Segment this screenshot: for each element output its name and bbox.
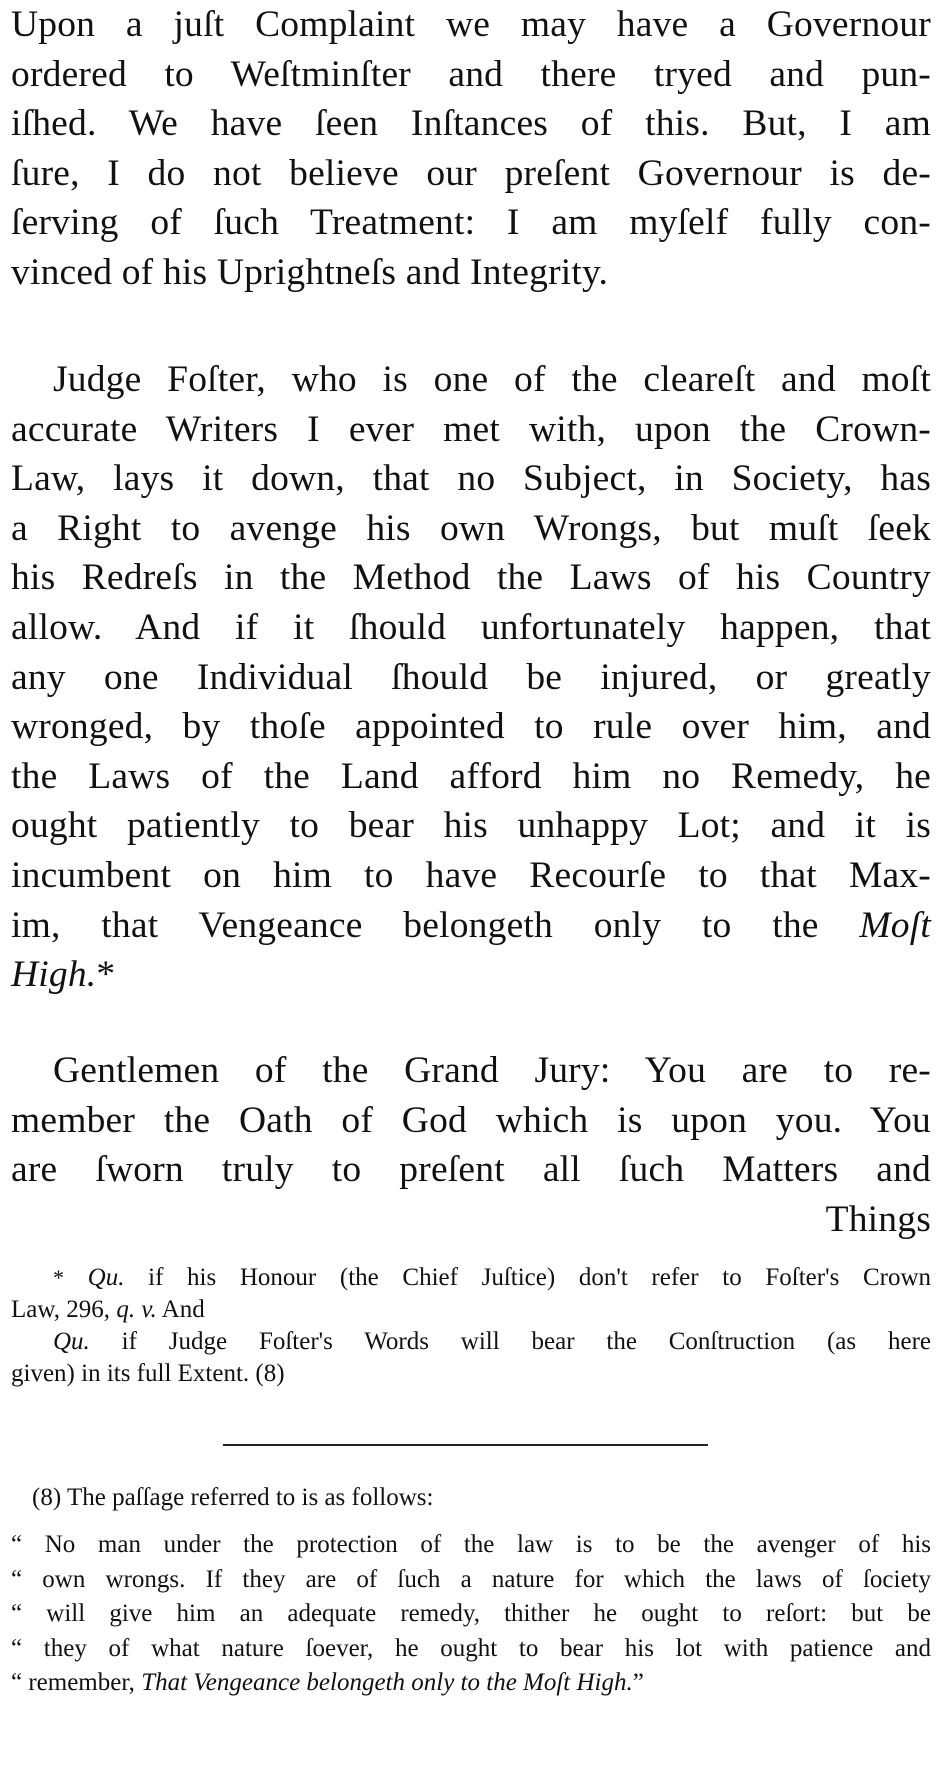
text-line: incumbent on him to have Recourſe to that Max- bbox=[11, 854, 931, 896]
text-segment: im, that Vengeance belongeth only to the bbox=[11, 904, 819, 946]
text-line: ſure, I do not believe our preſent Governour is de- bbox=[11, 152, 931, 194]
text-line: any one Individual ſhould be injured, or greatly bbox=[11, 656, 931, 698]
footnote-divider bbox=[223, 1444, 708, 1446]
text-line bbox=[11, 950, 931, 1000]
footnote-8-block bbox=[11, 1482, 931, 1701]
text-line: Gentlemen of the Grand Jury: You are to re- bbox=[53, 1050, 931, 1091]
text-line: allow. And if it ſhould unfortunately happen, that bbox=[11, 606, 931, 648]
paragraph-grand-jury bbox=[11, 1046, 931, 1244]
text-line: ſerving of ſuch Treatment: I am myſelf fully con- bbox=[11, 202, 931, 244]
text-line: Judge Foſter, who is one of the cleareſt and moſt bbox=[53, 359, 931, 400]
text-segment: ” bbox=[632, 1669, 644, 1696]
text-line: a Right to avenge his own Wrongs, but muſt ſeek bbox=[11, 507, 931, 549]
text-line: vinced of his Uprightneſs and Integrity. bbox=[11, 251, 609, 293]
text-line: his Redreſs in the Method the Laws of his Country bbox=[11, 557, 931, 599]
paragraph-judge-foster bbox=[11, 355, 931, 1000]
text-line: member the Oath of God which is upon you. You bbox=[11, 1099, 931, 1141]
italic-word: v. bbox=[141, 1296, 157, 1323]
text-segment: And bbox=[156, 1296, 205, 1323]
text-line: accurate Writers I ever met with, upon the Crown- bbox=[11, 408, 931, 450]
text-segment: “ remember, bbox=[11, 1669, 142, 1696]
footnote-heading: (8) The paſſage referred to is as follows: bbox=[32, 1484, 434, 1511]
text-segment: if his Honour (the Chief Juſtice) don't refer to Foſter's Crown bbox=[124, 1264, 932, 1291]
text-line: the Laws of the Land afford him no Remedy, he bbox=[11, 755, 931, 797]
text-line: Law, lays it down, that no Subject, in Society, has bbox=[11, 458, 931, 500]
text-line: wronged, by thoſe appointed to rule over him, and bbox=[11, 706, 931, 748]
text-line: ordered to Weſtminſter and there tryed and pun- bbox=[11, 53, 931, 95]
footnote-marker: * bbox=[53, 1265, 64, 1290]
italic-word: Moſt bbox=[859, 904, 931, 946]
italic-word: q. bbox=[116, 1296, 136, 1323]
quote-line bbox=[11, 1666, 931, 1701]
quote-line: “ No man under the protection of the law is to be the avenger of his bbox=[11, 1531, 931, 1558]
quote-line: “ they of what nature ſoever, he ought to bear his lot with patience and bbox=[11, 1634, 931, 1662]
italic-word: Qu. bbox=[87, 1264, 125, 1291]
text-line: are ſworn truly to preſent all ſuch Matters and bbox=[11, 1149, 931, 1191]
catchword: Things bbox=[825, 1198, 931, 1240]
quote-line: “ will give him an adequate remedy, thither he ought to reſort: but be bbox=[11, 1600, 931, 1627]
footnote-line: given) in its full Extent. (8) bbox=[11, 1360, 285, 1387]
footnote-line bbox=[11, 1294, 931, 1326]
text-line: ought patiently to bear his unhappy Lot; and it is bbox=[11, 805, 931, 847]
text-line: iſhed. We have ſeen Inſtances of this. But, I am bbox=[11, 103, 931, 145]
italic-quote: That Vengeance belongeth only to the Moſt High. bbox=[141, 1669, 633, 1696]
italic-word: Qu. bbox=[53, 1328, 90, 1355]
footnote-line bbox=[11, 1326, 931, 1358]
paragraph-governour bbox=[11, 0, 931, 298]
footnote-line bbox=[11, 1262, 931, 1294]
text-segment: if Judge Foſter's Words will bear the Conſtruction (as here bbox=[89, 1328, 931, 1355]
quote-line: “ own wrongs. If they are of ſuch a nature for which the laws of ſociety bbox=[11, 1565, 931, 1593]
text-line bbox=[11, 901, 931, 951]
footnote-asterisk: * bbox=[96, 954, 116, 996]
text-segment: Law, 296, bbox=[11, 1296, 117, 1323]
footnote-asterisk-block bbox=[11, 1262, 931, 1390]
text-line: Upon a juſt Complaint we may have a Governour bbox=[11, 4, 931, 45]
italic-word: High. bbox=[11, 954, 97, 996]
